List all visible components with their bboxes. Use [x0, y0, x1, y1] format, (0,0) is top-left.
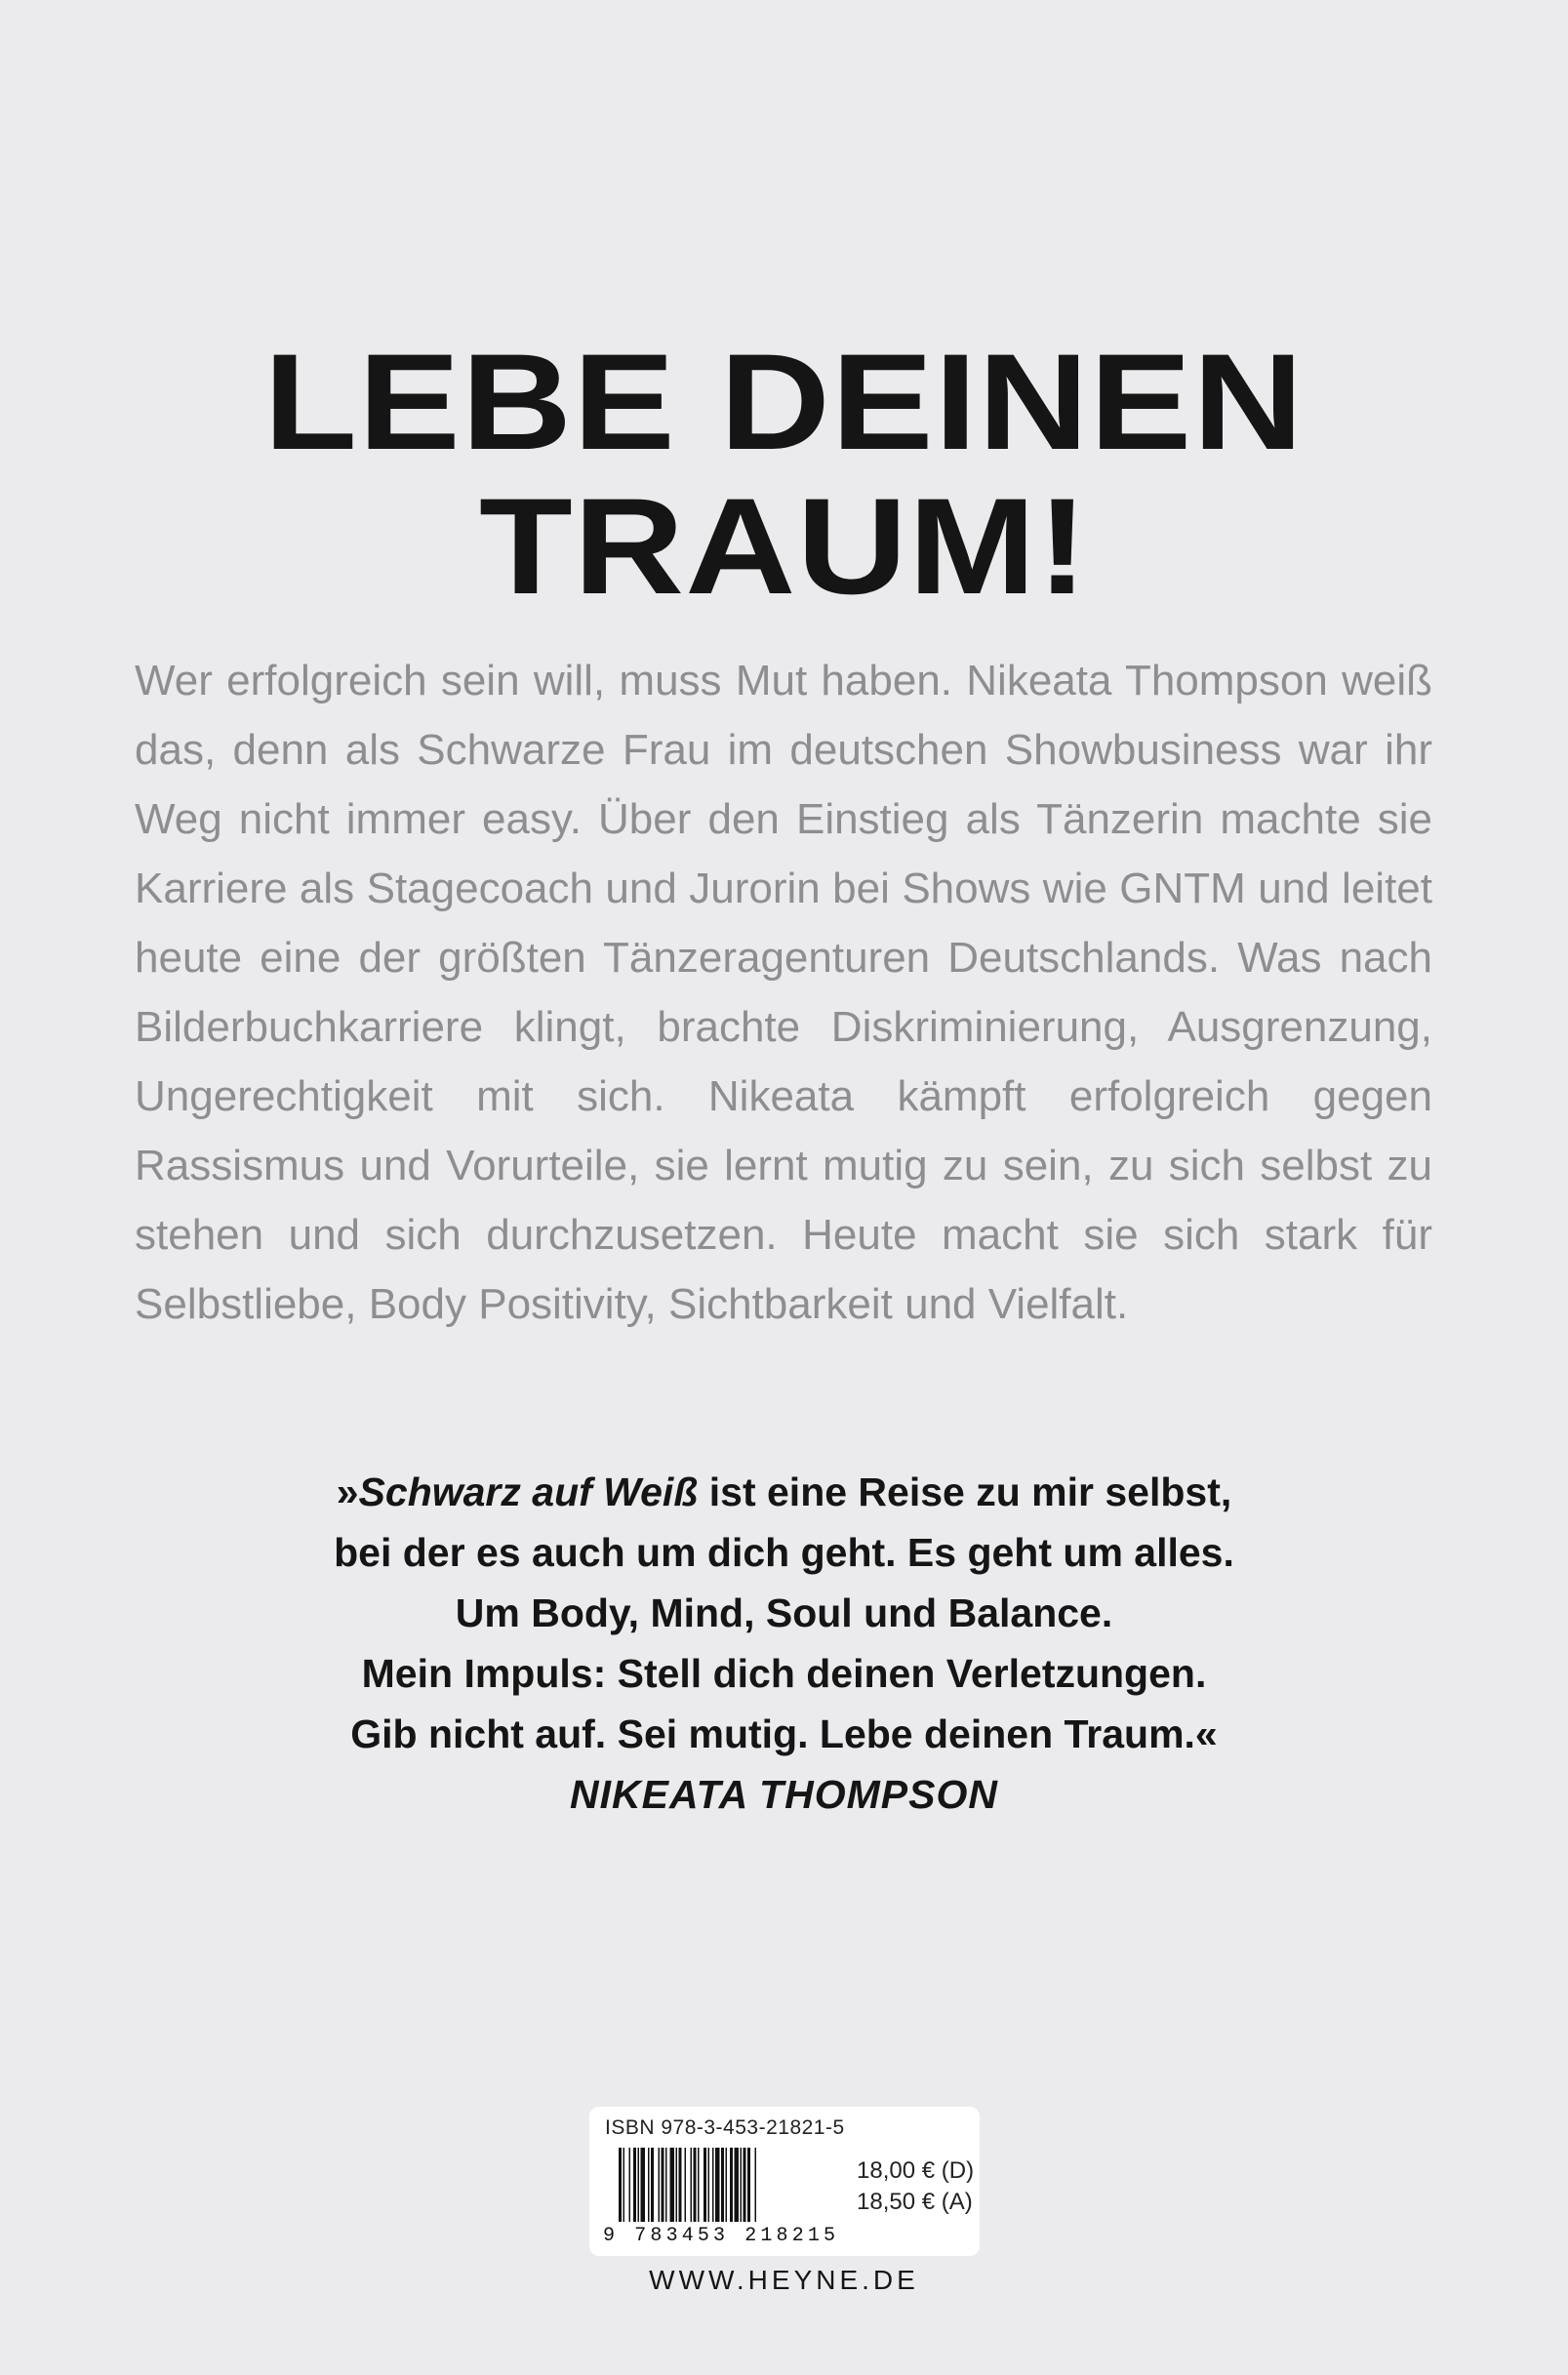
barcode-bar — [670, 2148, 675, 2222]
barcode-bar — [638, 2148, 640, 2222]
quote-author: NIKEATA THOMPSON — [570, 1772, 998, 1817]
barcode-bar — [694, 2148, 697, 2222]
barcode-bar — [619, 2148, 622, 2222]
publisher-website[interactable]: WWW.HEYNE.DE — [649, 2265, 919, 2295]
headline-line-1: LEBE DEINEN — [263, 325, 1305, 478]
barcode-bar — [623, 2148, 625, 2222]
barcode-bar — [659, 2148, 661, 2222]
barcode-bar — [665, 2148, 667, 2222]
barcode-bar — [747, 2148, 750, 2222]
barcode-bar — [704, 2148, 706, 2222]
quote-line-5: Gib nicht auf. Sei mutig. Lebe deinen Traum.« — [350, 1711, 1218, 1756]
quote-open-mark: » — [336, 1469, 359, 1514]
book-blurb: Wer erfolgreich sein will, muss Mut haben. Nikeata Thompson weiß das, denn als Schwarze Frau im deutschen Showbusiness war ihr Weg nicht immer easy. Über den Einstieg als Tänzerin machte sie Karriere als Stagecoach und Jurorin bei Shows wie GNTM und leitet heute eine der größten Tänzeragenturen Deutschlands. Was nach Bilderbuchkarriere klingt, brachte Diskriminierung, Ausgrenzung, Ungerechtigkeit mit sich. Nikeata kämpft erfolgreich gegen Rassismus und Vorurteile, sie lernt mutig zu sein, zu sich selbst zu stehen und sich durchzusetzen. Heute macht sie sich stark für Selbstliebe, Body Positivity, Sichtbarkeit und Vielfalt. — [135, 657, 1432, 1328]
barcode-icon — [603, 2148, 847, 2245]
barcode-bar — [679, 2148, 682, 2222]
quote-line-2: bei der es auch um dich geht. Es geht um alles. — [334, 1530, 1234, 1575]
isbn-label: ISBN 978-3-453-21821-5 — [605, 2116, 845, 2139]
barcode-bar — [721, 2148, 724, 2222]
barcode-bar — [712, 2148, 714, 2222]
quote-line-1 — [0, 1462, 1568, 1522]
barcode-bar — [676, 2148, 678, 2222]
barcode-bar — [744, 2148, 746, 2222]
quote-line-4: Mein Impuls: Stell dich deinen Verletzungen. — [361, 1651, 1207, 1696]
barcode-bar — [685, 2148, 687, 2222]
barcode-bar — [735, 2148, 740, 2222]
barcode-bar — [651, 2148, 654, 2222]
barcode-panel — [589, 2107, 980, 2256]
barcode-bar — [648, 2148, 650, 2222]
barcode-bar — [662, 2148, 664, 2222]
headline-line-2: TRAUM! — [478, 469, 1090, 623]
price-austria: 18,50 € (A) — [857, 2189, 973, 2215]
quote-line-1-rest: ist eine Reise zu mir selbst, — [698, 1469, 1232, 1514]
barcode-bar — [708, 2148, 710, 2222]
barcode-bar — [741, 2148, 743, 2222]
barcode-bar — [755, 2148, 757, 2222]
barcode-bar — [730, 2148, 733, 2222]
barcode-bar — [726, 2148, 728, 2222]
barcode-bar — [698, 2148, 700, 2222]
barcode-bar — [715, 2148, 720, 2222]
barcode-bar — [641, 2148, 646, 2222]
quote-book-title: Schwarz auf Weiß — [358, 1469, 699, 1514]
barcode-bar — [629, 2148, 631, 2222]
price-germany: 18,00 € (D) — [857, 2157, 975, 2184]
barcode-bar — [633, 2148, 636, 2222]
barcode-bar — [691, 2148, 693, 2222]
barcode-digits: 9 783453 218215 — [603, 2225, 835, 2245]
author-quote — [0, 1462, 1568, 1825]
quote-line-3: Um Body, Mind, Soul und Balance. — [455, 1590, 1113, 1635]
headline — [0, 325, 1568, 623]
